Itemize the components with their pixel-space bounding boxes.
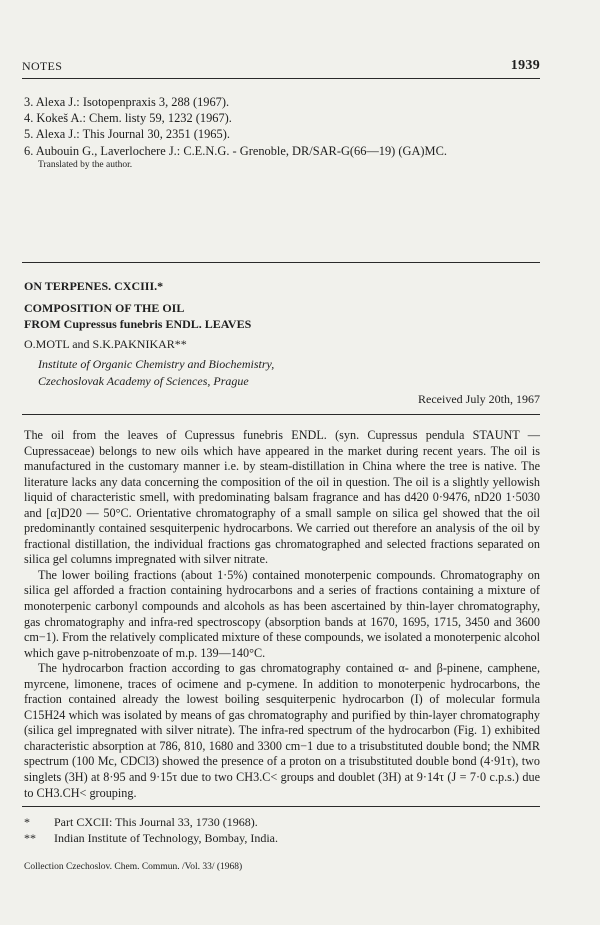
- institution-line-2: Czechoslovak Academy of Sciences, Prague: [38, 373, 249, 388]
- footnote-mark: *: [24, 815, 30, 829]
- reference-item: 5. Alexa J.: This Journal 30, 2351 (1965).: [24, 127, 230, 142]
- footnote-mark: **: [24, 831, 36, 845]
- paragraph: The oil from the leaves of Cupressus funebris ENDL. (syn. Cupressus pendula STAUNT — Cupressaceae) belongs to new oils which have appeared in the market during recent years. The oil is manufactured in the customary manner i.e. by steam-distillation in China where the tree is native. The literature lacks any data concerning the composition of the oil in question. The oil is a slightly yellowish liquid of characteristic smell, with predominating balsam fragrance and has d420 0·9476, nD20 1·5030 and [α]D20 — 50°C. Orientative chromatography of a small sample on silica gel showed that the oil predominantly contained sesquiterpenic hydrocarbons. We carried out therefore an analysis of the oil by fractional distillation, the individual fractions gas chromatographed and selected fractions separated on silica gel columns impregnated with silver nitrate.: [24, 428, 540, 567]
- series-title: ON TERPENES. CXCIII.*: [24, 279, 164, 293]
- authors: O.MOTL and S.K.PAKNIKAR**: [24, 337, 187, 351]
- paragraph: The hydrocarbon fraction according to gas chromatography contained α- and β-pinene, camphene, myrcene, limonene, traces of ocimene and p-cymene. In addition to monoterpenic hydrocarbons, the fraction contained already the lowest boiling sesquiterpenic hydrocarbon (I) of molecular formula C15H24 which was isolated by means of gas chromatography and purified by thin-layer chromatography (silica gel impregnated with silver nitrate). The infra-red spectrum of the hydrocarbon (Fig. 1) exhibited characteristic absorption at 786, 810, 1680 and 3300 cm−1 due to a trisubstituted double bond; the NMR spectrum (100 Mc, CDCl3) showed the presence of a proton on a trisubstituted double bond (4·91τ), two singlets (3H) at 8·95 and 9·15τ due to two CH3.C< groups and doublet (3H) at 9·14τ (J = 7·0 c.p.s.) due to CH3.CH< grouping.: [24, 661, 540, 800]
- paragraph: The lower boiling fractions (about 1·5%) contained monoterpenic compounds. Chromatography on silica gel afforded a fraction containing hydrocarbons and a series of fractions containing a mixture of monoterpenic carbonyl compounds and alcohols as has been ascertained by thin-layer chromatography, gas chromatography and infra-red spectroscopy (absorption bands at 1670, 1695, 1715, 3450 and 3600 cm−1). From the relatively complicated mixture of these compounds, we isolated a monoterpenic alcohol which gave p-nitrobenzoate of m.p. 139—140°C.: [24, 567, 540, 660]
- journal-footer: Collection Czechoslov. Chem. Commun. /Vol. 33/ (1968): [24, 862, 243, 872]
- abstract-rule: [22, 414, 540, 415]
- footnote: [24, 830, 278, 846]
- section-divider: [22, 262, 540, 263]
- reference-list: [24, 94, 447, 159]
- footnote-rule: [22, 806, 540, 807]
- footnote-text: Part CXCII: This Journal 33, 1730 (1968).: [54, 815, 258, 829]
- translated-note: Translated by the author.: [38, 160, 133, 170]
- section-label: NOTES: [22, 59, 63, 73]
- reference-item: 3. Alexa J.: Isotopenpraxis 3, 288 (1967).: [24, 95, 230, 109]
- running-head: [22, 58, 540, 74]
- reference-item: 6. Aubouin G., Laverlochere J.: C.E.N.G. - Grenoble, DR/SAR-G(66—19) (GA)MC.: [24, 143, 447, 158]
- footnote-text: Indian Institute of Technology, Bombay, India.: [54, 831, 279, 845]
- footnote: [24, 814, 278, 830]
- institution-line-1: Institute of Organic Chemistry and Biochemistry,: [38, 357, 275, 371]
- article-title-line-2: FROM Cupressus funebris ENDL. LEAVES: [24, 317, 252, 331]
- reference-item: 4. Kokeš A.: Chem. listy 59, 1232 (1967).: [24, 111, 232, 126]
- article-title-line-1: COMPOSITION OF THE OIL: [24, 301, 185, 315]
- institution: [38, 356, 274, 389]
- article-body: [24, 428, 540, 801]
- received-date: Received July 20th, 1967: [418, 392, 540, 406]
- page-number: 1939: [510, 58, 540, 73]
- header-rule: [22, 78, 540, 79]
- footnotes: [24, 814, 278, 846]
- article-heading: [24, 278, 251, 332]
